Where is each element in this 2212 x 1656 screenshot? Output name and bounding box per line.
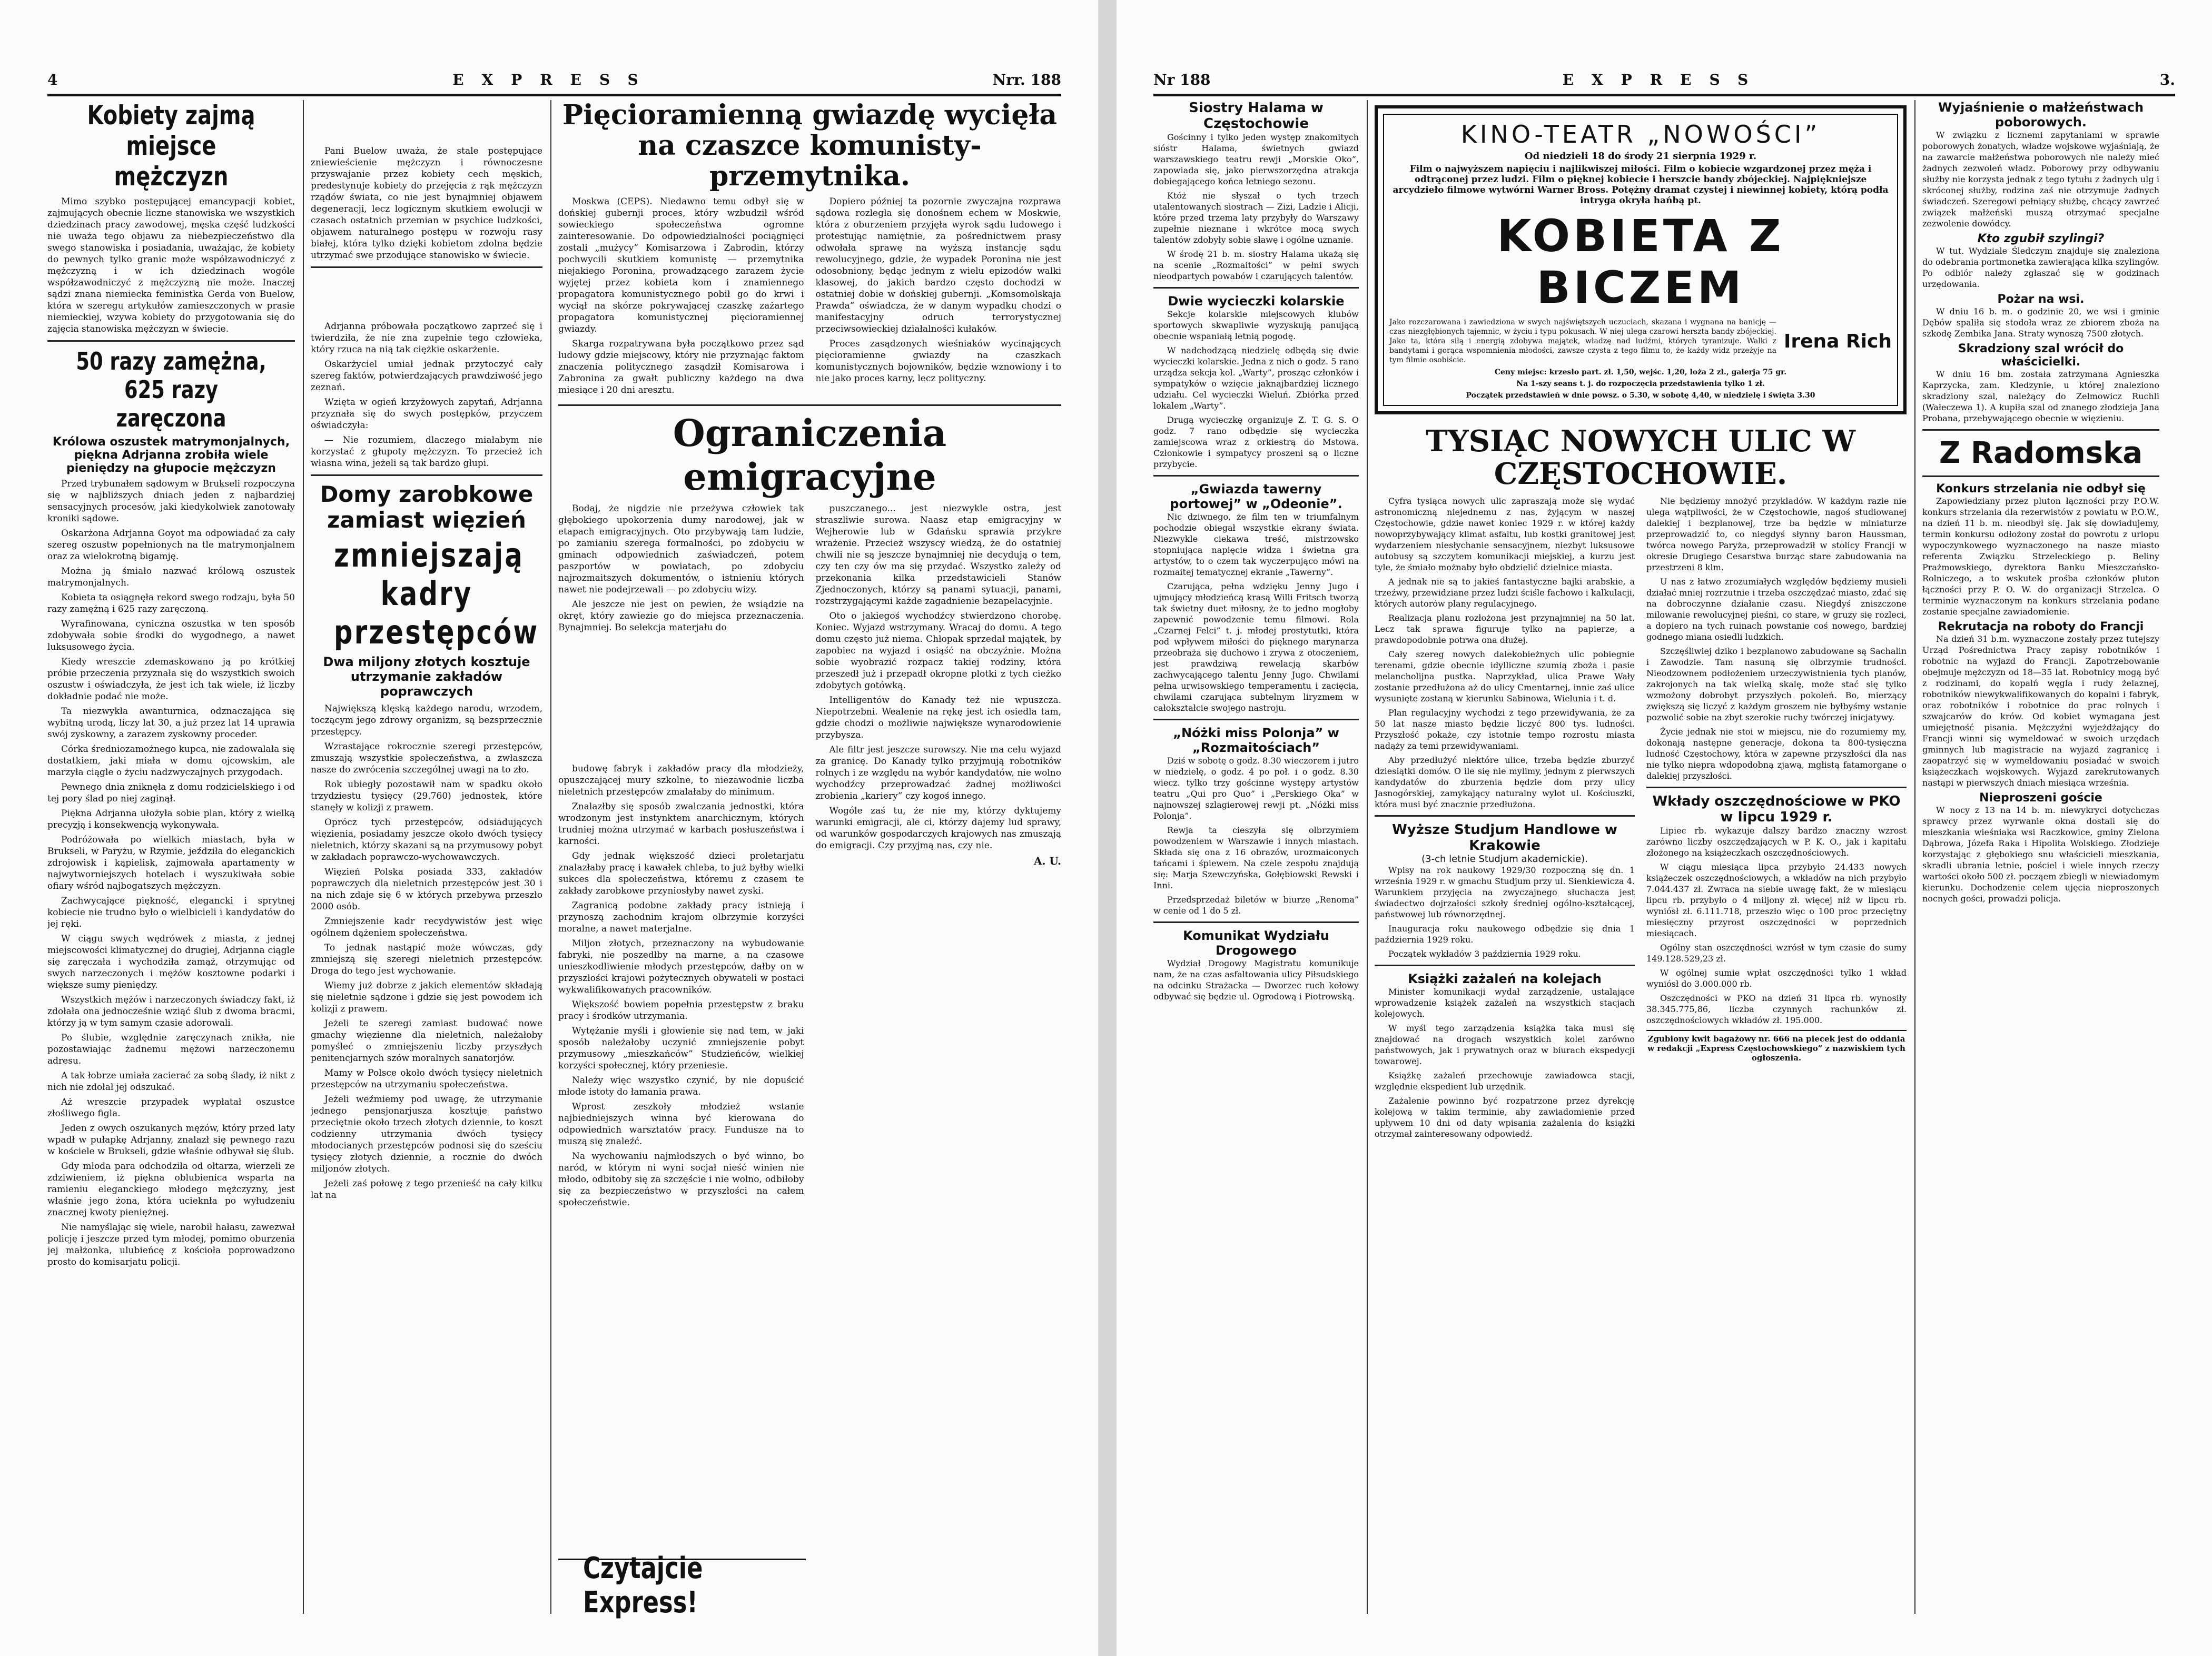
ad-czytajcie-text: Czytajcie Express! bbox=[583, 1551, 703, 1620]
column-divider bbox=[1914, 100, 1915, 1614]
page-gutter bbox=[1098, 0, 1117, 1656]
article-title-zamezna: 50 razy zamężna, 625 razy zaręczona bbox=[76, 347, 266, 432]
right-columns-2-3 bbox=[1375, 100, 1907, 1614]
article-paragraph: Rewja ta cieszyła się olbrzymiem powodzeniem w Warszawie i innych miastach. Składa się ona z 16 obrazów, urozmaiconych tańcami i śpiewem. Na czele zespołu znajdują się: Marja Szewczyńska, Gołębiowski Rewski i Inni. bbox=[1153, 825, 1359, 890]
article-paragraph: Rok ubiegły pozostawił nam w spadku około trzydziestu tysięcy (29.760) jednostek, które stanęły w kolizji z prawem. bbox=[311, 779, 542, 813]
article-paragraph: Życie jednak nie stoi w miejscu, nie do rozumiemy my, dokonają następne generacje, dokona ta 800-tysięczna ludność Częstochowy, która w zapewne przyszłości dla nas nie tylko niepra wdopodobną zjawą, mgłistą fatamorgane o dalekiej przyszłości. bbox=[1646, 727, 1907, 781]
article-paragraph: Pewnego dnia zniknęła z domu rodzicielskiego i od tej pory ślad po niej zaginął. bbox=[47, 782, 295, 804]
divider bbox=[1375, 815, 1635, 817]
article-paragraph: Oskarżona Adrjanna Goyot ma odpowiadać za cały szereg oszustw popełnionych na tle matrymonjalnem oraz za wielokrotną bigamję. bbox=[47, 528, 295, 562]
article-paragraph: Przedsprzedaż biletów w biurze „Renoma” w cenie od 1 do 5 zł. bbox=[1153, 895, 1359, 916]
article-paragraph: Wzięta w ogień krzyżowych zapytań, Adrjanna przyznała się do swych postępków, przyczem oświadczyła: bbox=[311, 397, 542, 431]
right-header-rule bbox=[1153, 94, 2175, 96]
article-paragraph: Po ślubie, względnie zaręczynach znikła, nie pozostawiając żadnemu mężowi narzeczonemu adresu. bbox=[47, 1033, 295, 1066]
article-paragraph: W związku z licznemi zapytaniami w sprawie poborowych żonatych, władze wojskowe wyjaśniają, że na zawarcie małżeństwa poborowych nie należy mieć żadnych zezwoleń władz. Poborowy przy odbywaniu służby nie korzysta jednak z tego tytułu z żadnych ulg i skróconej służby, rodzina zaś nie otrzymuje żadnych świadczeń. Szeregowi pełniący służbę, chcący zawrzeć związek małżeński muszą otrzymać specjalne zezwolenie dowódcy. bbox=[1922, 130, 2159, 229]
divider bbox=[311, 266, 542, 268]
article-paragraph: Szczęśliwiej dziko i bezplanowo zabudowane są Sachalin i Zawodzie. Tam nasuną się olbrzymie trudności. Nieodzownem podłożeniem urzeczywistnienia tych planów, zakrojonych na tak wielką skalę, może stać się tylko wzmożony dobrobyt przyszłych pokoleń. Bo, mierzący zwiększą się liczyć z każdym groszem nie byłbyśmy wstanie pozwolić sobie na zbyt szerokie ruchy twórczej inicjatywy. bbox=[1646, 646, 1907, 722]
left-page-header bbox=[47, 71, 1061, 92]
article-paragraph: Zmniejszenie kadr recydywistów jest więc ogólnem dążeniem społeczeństwa. bbox=[311, 916, 542, 938]
ad-czytajcie bbox=[558, 1551, 806, 1620]
article-paragraph: W dniu 16 b. m. o godzinie 20, we wsi i gminie Dębów spaliła się stodoła wraz ze zbiorem zboża na szkodę Zembika Jana. Straty wynoszą 7500 złotych. bbox=[1922, 306, 2159, 339]
article-subtitle-domy: Dwa miljony złotych kosztuje utrzymanie zakładów poprawczych bbox=[323, 655, 530, 699]
kino-prices: Ceny miejsc: krzesło part. zł. 1,50, wejśc. 1,20, loża 2 zł., galerja 75 gr. bbox=[1494, 368, 1787, 376]
article-paragraph: Dziś w sobotę o godz. 8.30 wieczorem i jutro w niedzielę, o godz. 4 po poł. i o godz. 8.30 wiecz. tylko trzy gościnne występy artystów teatru „Qui pro Quo” i „Perskiego Oka” w najnowszej szlagierowej rewji pt. „Nóżki miss Polonja”. bbox=[1153, 756, 1359, 821]
article-paragraph: Czarująca, pełna wdzięku Jenny Jugo i ujmujący młodzieńcą krasą Willi Fritsch tworzą tak świetny duet miłosny, że to jedno mogłoby zapewnić powodzenie temu filmowi. Rola „Czarnej Felci” t. j. młodej prostytutki, która pod wpływem miłości do pięknego marynarza przeobraża się duchowo i zrywa z otoczeniem, jest prawdziwą rewelacją skarbów zachwycającego talentu Jenny Jugo. Chwilami pełna urwisowskiego temperamentu i zacięcia, chwilami czarująca subtelnym liryzmem w całokształcie swojego nastroju. bbox=[1153, 581, 1359, 713]
column-divider bbox=[1367, 100, 1368, 1614]
right-page-header bbox=[1153, 71, 2175, 92]
left-masthead: EXPRESS bbox=[452, 71, 656, 88]
article-paragraph: Cały szereg nowych dalekobieżnych ulic pobiegnie terenami, gdzie obecnie idylliczne szumią zboża i pasie melancholijna pustka. Naprzykład, ulica Prawe Wały zostanie przedłużona aż do ulicy Cmentarnej, innie zaś ulice wysunięte zostaną w kierunku Sabinowa, Wielunia i t. d. bbox=[1375, 649, 1635, 703]
article-paragraph: Oto o jakiegoś wychodźcy stwierdzono chorobę. Koniec. Wyjazd wstrzymany. Wracaj do domu. A tego domu często już niema. Chłopak sprzedał majątek, by zapobiec na wyjazd i osiąść na obczyźnie. Można sobie wyobrazić rozpacz takiej rodziny, która przeszedł już i przepadł okropne plotki z tych cieżko zdobytych gotówką. bbox=[815, 611, 1061, 691]
section-title-radomska: Z Radomska bbox=[1939, 436, 2143, 470]
article-kicker-domy: Domy zarobkowe zamiast więzień bbox=[320, 481, 534, 533]
article-paragraph: Jeden z owych oszukanych mężów, który przed laty wpadł w pułapkę Adrjanny, znalazł się pewnego razu w kościele w Brukseli, gdzie właśnie odbywał się ślub. bbox=[47, 1123, 295, 1157]
kino-film-title: KOBIETA Z BICZEM bbox=[1497, 210, 1784, 313]
left-issue-number: Nrr. 188 bbox=[992, 71, 1061, 88]
article-paragraph: Wiemy już dobrze z jakich elementów składają się nieletnie sądzone i gdzie się jest powodem ich kolizji z prawem. bbox=[311, 980, 542, 1014]
column-divider bbox=[303, 100, 304, 1614]
article-paragraph: A tak łobrze umiała zacierać za sobą ślady, iż nikt z nich nie zdołał jej odszukać. bbox=[47, 1070, 295, 1093]
article-paragraph: To jednak nastąpić może wówczas, gdy zmniejszą się szeregi nieletnich przestępców. Droga do tego jest wychowanie. bbox=[311, 943, 542, 976]
article-title-domy: zmniejszają kadry przestępców bbox=[334, 536, 539, 651]
article-paragraph: Ale jeszcze nie jest on pewien, że wsiądzie na okręt, który zawiezie go do miejsca przeznaczenia. Bynajmniej. Bo selekcja materjału do bbox=[558, 599, 804, 633]
divider bbox=[311, 474, 542, 476]
article-paragraph: Inauguracja roku naukowego odbędzie się dnia 1 październia 1929 roku. bbox=[1375, 924, 1635, 945]
article-title-gwiazda: Pięcioramienną gwiazdę wycięła na czaszce komunisty-przemytnika. bbox=[562, 100, 1058, 192]
kino-name: KINO-TEATR „NOWOŚCI” bbox=[1460, 120, 1821, 148]
article-paragraph: Największą klęską każdego narodu, wrzodem, toczącym jego zdrowy organizm, są bezsprzecznie przestępcy. bbox=[311, 703, 542, 737]
right-page bbox=[1117, 0, 2212, 1656]
article-paragraph: W nocy z 13 na 14 b. m. niewykryci dotychczas sprawcy przez wyrwanie okna dostali się do mieszkania wieśniaka wsi Raczkowice, gminy Zielona Dąbrowa, Józefa Raka i Hipolita Wolskiego. Złodzieje korzystając z głębokiego snu właścicieli mieszkania, skradli ubrania letnie, pościel i wiele innych rzeczy wartości około 500 zł. począem zbiegli w niewiadomym kierunku. Dochodzenie celem ujęcia nieproszonych nocnych gości, prowadzi policja. bbox=[1922, 805, 2159, 904]
article-paragraph: Wydział Drogowy Magistratu komunikuje nam, że na czas asfaltowania ulicy Piłsudskiego na odcinku Strażacka — Dworzec ruch kołowy odbywać się będzie ul. Ogrodową i Piotrowską. bbox=[1153, 958, 1359, 1001]
article-paragraph: Córka średniozamożnego kupca, nie zadowalała się dostatkiem, jaki miała w domu ojcowskim, ale marzyła ciągle o życiu nadzwyczajnych przygodach. bbox=[47, 744, 295, 778]
article-title-kolarskie: Dwie wycieczki kolarskie bbox=[1168, 294, 1345, 309]
article-paragraph: Wogóle zaś tu, że nie my, którzy dyktujemy warunki emigracji, ale ci, którzy dajemy lud sprawy, od warunków gospodarczych krajowych nas zmuszają do emigracji. Czy przyjmą nas, czy nie. bbox=[815, 806, 1061, 851]
article-paragraph: Jeżeli weźmiemy pod uwagę, że utrzymanie jednego pensjonarjusza kosztuje państwo przeciętnie około trzech złotych dziennie, to koszt codzienny utrzymania dwóch tysięcy młodocianych przestępców podnosi się do sześciu tysięcy złotych dziennie, a rocznie do dwóch miljonów złotych. bbox=[311, 1094, 542, 1174]
divider bbox=[1153, 719, 1359, 720]
right-column-4 bbox=[1922, 100, 2159, 1614]
article-paragraph: Moskwa (CEPS). Niedawno temu odbył się w dońskiej gubernji proces, który wzbudził wśród sowieckiego społeczeństwa ogromne zainteresowanie. Do odpowiedzialności pociągnięci zostali „mużycy” Komisarzowa i Zabrodin, którzy pochwycili skutkiem komunistę — przemytnika niejakiego Poronina, prowadzącego zarazem życie wyjętej przez kobieta kom i znamiennego propagatora komunistycznego pobił go do krwi i wyciął na skórze pokrywającej czaszkę zażartego propagatora komunistycznej pięcioramiennej gwiazdy. bbox=[558, 196, 804, 334]
kino-times: Początek przedstawień w dnie powsz. o 5.30, w sobotę 4,40, w niedzielę i święta 3.30 bbox=[1466, 391, 1815, 400]
article-title-halama: Siostry Halama w Częstochowie bbox=[1189, 100, 1324, 132]
article-title-ksiazki: Książki zażaleń na kolejach bbox=[1408, 971, 1602, 986]
right-masthead: EXPRESS bbox=[1562, 71, 1766, 88]
kino-advertisement-inner bbox=[1383, 114, 1898, 406]
article-paragraph: Któż nie słyszał o tych trzech utalentowanych siostrach — Zizi, Ladzie i Alicji, które przed trzema laty przybyły do Warszawy zupełnie nieznane i wkrótce mocą swych talentów zdobyły sobie sławę i ogólne uznanie. bbox=[1153, 191, 1359, 245]
left-column-2 bbox=[311, 100, 542, 1614]
divider bbox=[1153, 287, 1359, 289]
article-paragraph: Jeżeli te szeregi zamiast budować nowe gmachy więzienne dla nieletnich, należałoby pomyśleć o zmniejszeniu liczby przyszłych penitencjarnych szów moralnych sanatorjów. bbox=[311, 1018, 542, 1064]
article-title-szal: Skradziony szal wrócił do właścicielki. bbox=[1958, 342, 2124, 369]
article-paragraph: Proces zasądzonych wieśniaków wycinających pięcioramienne gwiazdy na czaszkach komunistycznych bojowników, będzie wznowiony i to nie jako proces karny, lecz polityczny. bbox=[815, 339, 1061, 384]
article-paragraph: W środę 21 b. m. siostry Halama ukażą się na scenie „Rozmaitości” w pełni swych nieodpartych powabów i czarujących talentów. bbox=[1153, 249, 1359, 281]
column-divider bbox=[550, 100, 551, 1614]
article-paragraph: Ogólny stan oszczędności wzrósł w tym czasie do sumy 149.128.529,23 zł. bbox=[1646, 943, 1907, 964]
article-paragraph: W nadchodzącą niedzielę odbędą się dwie wycieczki kolarskie. Jedna z nich o godz. 5 rano urządza sekcja kol. „Warty”, prosząc członków i sympatyków o wzięcie jaknajbardziej licznego udziału. Cel wycieczki Wieluń. Zbiórka przed lokalem „Warty”. bbox=[1153, 345, 1359, 411]
article-title-goscie: Nieproszeni goście bbox=[1979, 791, 2102, 805]
kino-advertisement bbox=[1375, 105, 1907, 414]
left-header-rule bbox=[47, 94, 1061, 96]
article-paragraph: Wzrastające rokrocznie szeregi przestępców, zmuszają wszystkie społeczeństwa, a zwłaszcza nasze do zwrócenia szczególnej uwagi na to zło. bbox=[311, 741, 542, 775]
article-paragraph: Adrjanna próbowała początkowo zaprzeć się i twierdziła, że nie zna zupełnie tego człowieka, który rzuca na nią tak ciężkie oskarżenie. bbox=[311, 321, 542, 355]
article-paragraph: budowę fabryk i zakładów pracy dla młodzieży, opuszczającej mury szkolne, to niezawodnie liczba nieletnich przestępców zmalałaby do minimum. bbox=[558, 763, 804, 797]
article-paragraph: Intelligentów do Kanady też nie wpuszcza. Niepotrzebni. Wealenie na rękę jest ich osiedla tam, gdzie chodzi o możliwie największe wynarodowienie przybysza. bbox=[815, 695, 1061, 740]
right-column-1 bbox=[1153, 100, 1359, 1614]
article-paragraph: puszczanego... jest niezwykle ostra, jest straszliwie surowa. Naasz etap emigracyjny w Wejherowie lub w Gdańsku sprawia przykre wrażenie. Przecież wszyscy wiedzą, że do ostatniej chwili nie są jeszcze bynajmniej nie decydują o tem, czy ten czy ów ma się przydać. Wszystko zależy od przekonania kilka przedstawicieli Stanów Zjednoczonych, którzy są panami sytuacji, panami, rozstrzygającymi każde zagadnienie bezapelacyjnie. bbox=[815, 503, 1061, 607]
article-paragraph: Można ją śmiało nazwać królową oszustek matrymonjalnych. bbox=[47, 566, 295, 588]
article-paragraph: U nas z łatwo zrozumiałych względów będziemy musieli działać mniej rozrzutnie i trzeba oszczędzać miasto, zdać się na dobroczynne działanie czasu. Niegdyś zniszczone milowanie rewolucyjnej pieśni, co stare, w gruzy się rozleci, a dopiero na tych ruinach powstanie coś nowego, bardziej godnego miana osiedli ludzkich. bbox=[1646, 577, 1907, 642]
divider bbox=[1375, 965, 1635, 966]
article-paragraph: Zachwycające piękność, elegancki i sprytnej kobiecie nie trudno było o wielbicieli i kandydatów do jej ręki. bbox=[47, 896, 295, 929]
article-title-pozar: Pożar na wsi. bbox=[1997, 293, 2085, 306]
article-paragraph: Wyrafinowana, cyniczna oszustka w ten sposób zdobywała sobie środki do wygodnego, a nawet luksusowego życia. bbox=[47, 619, 295, 652]
article-paragraph: Kiedy wreszcie zdemaskowano ją po krótkiej próbie przeczenia przyznała się do wszystkich swoich oszustw i oświadczyła, że jest ich tak wiele, iż liczby dokładnie podać nie może. bbox=[47, 657, 295, 702]
article-paragraph: Lipiec rb. wykazuje dalszy bardzo znaczny wzrost zarówno liczby oszczędzających w P. K. O., jak i kapitału złożonego na książeczkach oszczędnościowych. bbox=[1646, 826, 1907, 858]
article-paragraph: W dniu 16 bm. została zatrzymana Agnieszka Kaprzycka, zam. Kledzynie, u której znaleziono skradziony szal, należący do Zelmowicz Ruchli (Wałeczewa 1). A kupiła szal od znanego złodzieja Jana Probana, przebywającego obecnie w więzieniu. bbox=[1922, 369, 2159, 423]
left-columns-3-4 bbox=[558, 100, 1061, 1614]
divider bbox=[1153, 921, 1359, 923]
article-paragraph: — Nie rozumiem, dlaczego miałabym nie korzystać z głupoty mężczyzn. To przecież ich własna wina, jeżeli są tak bardzo głupi. bbox=[311, 435, 542, 469]
kino-promo: Film o najwyższem napięciu i najlikwiszej miłości. Film o kobiecie wzgardzonej przez męża i odtrąconej przez ludzi. Film o pięknej kobiecie i herszcie bandy zbójeckiej. Najpiękniejsze arcydzieło filmowe wytwórni Warner Bross. Potężny dramat czystej i niewinnej kobiety, którą podła intryga okryła hańbą pt. bbox=[1393, 164, 1889, 206]
divider bbox=[1922, 429, 2159, 431]
article-paragraph: Nie będziemy mnożyć przykładów. W każdym razie nie ulega wątpliwości, że w Częstochowie, nagoś studiowanej dalekiej i bezplanowej, trze ba będzie w miniaturze przeprowadzić to, co niegdyś słynny baron Haussman, twórca nowego Paryża, przeprowadził w stolicy Francji w okresie Drugiego Cesarstwa burząc stare zabudowania na przestrzeni 8 klm. bbox=[1646, 496, 1907, 572]
article-subtitle-zamezna: Królowa oszustek matrymonjalnych, piękna Adrjanna zrobiła wiele pieniędzy na głupocie mężczyzn bbox=[52, 435, 290, 475]
article-paragraph: Kobieta ta osiągnęła rekord swego rodzaju, była 50 razy zamężną i 625 razy zaręczoną. bbox=[47, 592, 295, 614]
article-paragraph: Należy więc wszystko czynić, by nie dopuścić młode istoty do łamania prawa. bbox=[558, 1075, 804, 1097]
article-paragraph: Piękna Adrjanna ułożyła sobie plan, który z wielką precyzją i konsekwencją wykonywała. bbox=[47, 808, 295, 830]
article-subtitle-studjum: (3-ch letnie Studjum akademickie). bbox=[1421, 854, 1588, 865]
article-title-kobiety: Kobiety zajmą miejsce mężczyzn bbox=[87, 100, 255, 192]
article-paragraph: Mamy w Polsce około dwóch tysięcy nieletnich przestępców na utrzymaniu społeczeństwa. bbox=[311, 1068, 542, 1090]
article-paragraph: Ale filtr jest jeszcze surowszy. Nie ma celu wyjazd za granicę. Do Kanady tylko przyjmują robotników rolnych i ze względu na wybór kandydatów, nie wolno wychodźcy przeprowadzać żadnej możliwości zrobienia „kariery” czy kogoś innego. bbox=[815, 745, 1061, 801]
article-paragraph: Gdy młoda para odchodziła od ołtarza, wierzeli ze zdziwieniem, iż piękna oblubienica wsparta na ramieniu eleganckiego młodego mężczyzny, jest właśnie jego żona, która ucieknła po wyłudzeniu znacznej kwoty pieniężnej. bbox=[47, 1161, 295, 1218]
article-paragraph: Bodaj, że nigdzie nie przeżywa człowiek tak głębokiego upokorzenia dumy narodowej, jak w etapach emigracyjnych. Oto przybywają tam ludzie, po zamianiu szerega formalności, po zdobyciu w gminach odpowiednich zaświadczeń, potem paszportów w powiatach, po zdobyciu najrozmaitszych dokumentów, o istnieniu których nawet nie podejrzewali — po zdobyciu wizy. bbox=[558, 503, 804, 595]
article-paragraph: Początek wykładów 3 październia 1929 roku. bbox=[1388, 949, 1581, 959]
article-paragraph: Znalazłby się sposób zwalczania jednostki, która wrodzonym jest instynktem anarchicznym, których trudniej można utrzymać w karbach posłuszeństwa i karności. bbox=[558, 801, 804, 847]
right-page-number: 3. bbox=[2159, 71, 2175, 88]
article-paragraph: Aby przedłużyć niektóre ulice, trzeba będzie zburzyć dziesiątki domów. O ile się nie mylimy, jednym z pierwszych kandydatów do zburzenia będzie dom przy ulicy Jasnogórskiej, zamykający naturalny wylot ul. Kościuszki, która musi być znacznie przedłużona. bbox=[1375, 755, 1635, 809]
left-page-number: 4 bbox=[47, 71, 58, 88]
article-paragraph: Podróżowała po wielkich miastach, była w Brukseli, w Paryżu, w Rzymie, jeździła do eleganckich zdrojowisk i kąpielisk, zajmowała apartamenty w najwytworniejszych hotelach i wyszukiwała sobie ofiary wśród najbogatszych mężczyzn. bbox=[47, 835, 295, 891]
article-paragraph: Dopiero później ta pozornie zwyczajna rozprawa sądowa rozległa się donośnem echem w Moskwie, która z oburzeniem przyjęła wyrok sądu ludowego i protestując namiętnie, za pośrednictwem prasy odwołała sprawę na wyższą instancję sądu rewolucyjnego, gdzie, że wypadek Poronina nie jest odosobniony, będąc jednym z wielu epizodów walki klasowej, do jakich bardzo często dochodzi w ostatniej dobie w dońskiej gubernji. „Komsomolskaja Prawda” oświadcza, że w danym wypadku chodzi o manifestacyjny odruch terrorystycznej przeciwsowieckiej działalności kułaków. bbox=[815, 196, 1061, 334]
article-paragraph: Cyfra tysiąca nowych ulic zapraszają może się wydać astronomiczną niejednemu z nas, żyjącym w naszej Częstochowie, gdzie nawet koniec 1929 r. w której każdy nowoprzybywający klimat asfaltu, lub kostki granitowej jest wydarzeniem niesłychanie sensacyjnem, niezbyt luksusowe autobusy są szczytem komunikacji miejskiej, a kurzu jest tyle, że śmiało możnaby było obdzielić dzielnice miasta. bbox=[1375, 496, 1635, 572]
article-title-studjum: Wyższe Studjum Handlowe w Krakowie bbox=[1392, 822, 1617, 854]
article-paragraph: Aż wreszcie przypadek wypłatał oszustce złośliwego figla. bbox=[47, 1097, 295, 1119]
article-paragraph: Książkę zażaleń przechowuje zawiadowca stacji, względnie ekspedient lub urzędnik. bbox=[1375, 1070, 1635, 1092]
article-paragraph: Oprócz tych przestępców, odsiadujących więzienia, posiadamy jeszcze około dwóch tysięcy nieletnich, którzy skazani są na przymusowy pobyt w zakładach poprawczo-wychowawczych. bbox=[311, 817, 542, 862]
article-paragraph: Zażalenie powinno być rozpatrzone przez dyrekcję kolejową w takim terminie, aby zawiadomienie przed upływem 10 dni od daty wpisania zażalenia do książki otrzymał zainteresowany odpowiedź. bbox=[1375, 1096, 1635, 1139]
article-title-komunikat: Komunikat Wydziału Drogowego bbox=[1183, 928, 1329, 958]
article-paragraph: Na wychowaniu najmłodszych o być winno, bo naród, w którym ni wyni socjał nieść winien nie młodo, odbitoby się za szczęście i nie wolno, odbiłoby się za bezpieczeństwo w przyszłości na całem społeczeństwie. bbox=[558, 1151, 804, 1208]
article-paragraph: W tut. Wydziale Śledczym znajduje się znaleziona do odebrania portmonetka zawierająca kilka szylingów. Po odbiór należy zgłaszać się w godzinach urzędowania. bbox=[1922, 246, 2159, 289]
article-paragraph: Zapowiedziany przez pluton łączności przy P.O.W. konkurs strzelania dla rezerwistów z powiatu w P.O.W., na dzień 11 b. m. nieodbył się. Jak się dowiadujemy, termin konkursu odłożony został do powrotu z urlopu wypoczynkowego wyznaczonego na nasze miasto referenta Związku Strzeleckiego p. Beliny Prażmowskiego, dyrektora Banku Mieszczańsko-Rolniczego, a to wskutek prośba członków pluton łączności przy P. O. W. do organizacji Strzelca. O terminie wyznaczonym na konkurs strzelania podane zostanie specjalne zawiadomienie. bbox=[1922, 496, 2159, 617]
article-title-rekrutacja: Rekrutacja na roboty do Francji bbox=[1938, 620, 2144, 633]
article-paragraph: Na dzień 31 b.m. wyznaczone zostały przez tutejszy Urząd Pośrednictwa Pracy zapisy robotników i robotnic na wyjazd do Francji. Zapotrzebowanie obejmuje mężczyzn od 18—35 lat. Robotnicy mogą być z rodzinami, do kopalń węgla i rudy żelaznej, robotników niewykwalifikowanych do kopalni i fabryk, oraz robotników i robotnice do prac rolnych i szwajcarów do krów. Od kobiet wymagana jest umiejętność pisania. Mężczyźni wyjeżdżający do Francji winni się wymeldować w swoich urzędach gminnych lub magistracie na wyjazd zagranicę i zaopatrzyć się w wymeldowaniu posiadać w swoich książeczkach wojskowych. Wyjazd zarekrutowanych nastąpi w pierwszych dniach miesiąca września. bbox=[1922, 634, 2159, 788]
article-paragraph: Mimo szybko postępującej emancypacji kobiet, zajmujących obecnie liczne stanowiska we wszystkich dziedzinach pracy zawodowej, męska część ludzkości nie uważa tego objawu za niebezpieczeństwo dla swego stanowiska i posiadania, uważając, że kobiety do pewnych tylko granic może współzawodniczyć z mężczyzną i w ich dziedzinach wogóle współzawodniczyć z mężczyzną nie może. Inaczej sądzi znana niemiecka feministka Gerda von Buelow, która w szeregu artykułów zamieszczonych w prasie niemieckiej, wzywa kobiety do przygotowania się do zajęcia stanowiska mężczyzn w świecie. bbox=[47, 196, 295, 334]
article-signature: A. U. bbox=[1033, 855, 1061, 867]
article-paragraph: Większość bowiem popełnia przestępstw z braku pracy i środków utrzymania. bbox=[558, 999, 804, 1022]
article-paragraph: Przed trybunałem sądowym w Brukseli rozpoczyna się w najbliższych dniach jeden z najbardziej sensacyjnych procesów, jaki kiedykolwiek zanotowały kroniki sądowe. bbox=[47, 479, 295, 524]
article-paragraph: Nie namyślając się wiele, narobił hałasu, zawezwał policję i jeszcze przed tym młodej, pomimo oburzenia jej małżonka, ulubieńcę z kościoła poprowadzono prosto do komisarjatu policji. bbox=[47, 1222, 295, 1267]
article-title-konkurs: Konkurs strzelania nie odbył się bbox=[1936, 482, 2146, 495]
article-title-nozki: „Nóżki miss Polonja” w „Rozmaitościach” bbox=[1173, 726, 1339, 755]
article-paragraph: W ciągu swych wędrówek z miasta, z jednej miejscowości klimatycznej do drugiej, Adrjanna ciągle się zaręczała i wychodziła zamąż, otrzymując od swych narzeczonych i mężów kosztowne podarki i większe sumy pieniędzy. bbox=[47, 934, 295, 990]
kino-seats: Na 1-szy seans t. j. do rozpoczęcia przedstawienia tylko 1 zł. bbox=[1516, 380, 1765, 388]
article-paragraph: W myśl tego zarządzenia książka taka musi się znajdować na drogach wszystkich kolei zarówno państwowych, jak i prywatnych oraz w biurach ekspedycji towarowej. bbox=[1375, 1023, 1635, 1066]
article-paragraph: Gdy jednak większość dzieci proletarjatu znalazłaby pracę i kawałek chleba, to już byłby wielki sukces dla społeczeństwa, któremu z czasem te zakłady zarobkowe przyniosłyby nawet zyski. bbox=[558, 851, 804, 896]
article-paragraph: Jeżeli zaś połowę z tego przenieść na cały kilku lat na bbox=[311, 1178, 542, 1201]
article-paragraph: Plan regulacyjny wychodzi z tego przewidywania, że za 50 lat nasze miasto będzie liczyć 800 tys. ludności. Przyszłość pokaże, czy istotnie tempo rozrostu miasta nadąży za temi przewidywaniami. bbox=[1375, 708, 1635, 751]
article-paragraph: Wszystkich mężów i narzeczonych świadczy fakt, iż zdołała ona jednocześnie wziąć ślub z dwoma bracmi, którzy ją w tym samym czasie adorowali. bbox=[47, 995, 295, 1028]
article-title-emigracyjne: Ograniczenia emigracyjne bbox=[673, 411, 947, 499]
article-paragraph: W ogólnej sumie wpłat oszczędności tylko 1 wkład wyniósł do 3.000.000 rb. bbox=[1646, 968, 1907, 989]
lost-luggage-notice: Zgubiony kwit bagażowy nr. 666 na piecek jest do oddania w redakcji „Express Częstochowskiego” z nazwiskiem tych ogłoszenia. bbox=[1646, 1030, 1907, 1063]
article-paragraph: Pani Buelow uważa, że stale postępujące zniewieścienie mężczyzn i równoczesne przyswajanie przez kobiety cech męskich, predestynuje kobiety do przejęcia z rąk mężczyzn rządów świata, co nie jest bynajmniej objawem degeneracji, lecz logicznym skutkiem ewolucji w czasach ostatnich przemian w psychice ludzkości, objawem naturalnego postępu w rozwoju rasy białej, która tylko dzięki kobietom zdolna będzie utrzymać swe przodujące stanowisko w świecie. bbox=[311, 146, 542, 261]
divider bbox=[558, 404, 1061, 406]
article-paragraph: Skarga rozpatrywana była początkowo przez sąd ludowy gdzie miejscowy, który nie przyznając faktom znaczenia politycznego zasądził Komisarowa i Zabronina za gwałt publiczny każdego na dwa miesiące i 20 dni aresztu. bbox=[558, 339, 804, 395]
article-paragraph: Realizacja planu rozłożona jest przynajmniej na 50 lat. Lecz tak sprawa figuruje tylko na papierze, a prawdopodobnie potrwa ona dłużej. bbox=[1375, 613, 1635, 645]
article-paragraph: Więzień Polska posiada 333, zakładów poprawczych dla nieletnich przestępców jest 30 i na nich zdaje się 6 w których przebywa przeszło 2000 osób. bbox=[311, 867, 542, 912]
article-title-szylingi: Kto zgubił szylingi? bbox=[1977, 232, 2105, 245]
article-title-ulice: TYSIĄC NOWYCH ULIC W CZĘSTOCHOWIE. bbox=[1426, 424, 1855, 491]
divider bbox=[1646, 787, 1907, 788]
article-title-tawerny: „Gwiazda tawerny portowej” w „Odeonie”. bbox=[1170, 482, 1342, 511]
article-paragraph: Gościnny i tylko jeden występ znakomitych sióstr Halama, świetnych gwiazd warszawskiego teatru rewji „Morskie Oko”, zapowiada się, jako pierwszorzędna atrakcja dobiegającego końca letniego sezonu. bbox=[1153, 132, 1359, 186]
article-paragraph: Drugą wycieczkę organizuje Z. T. G. S. O godz. 7 rano odbędzie się wycieczka zamiejscowa wraz z orkiestrą do Mstowa. Członkowie i sympatycy proszeni są o liczne przybycie. bbox=[1153, 415, 1359, 469]
article-paragraph: W ciągu miesiąca lipca przybyło 24.433 nowych książeczek oszczędnościowych, a wkładów na nich przybyło 7.044.437 zł. Zwraca na siebie uwagę fakt, że w miesiącu lipcu rb. przybyło o 4 miljony zł. więcej niż w lipcu rb. wyniósł zł. 6.111.718, przeszło więc o 100 proc przeciętny miesięczny przyrost oszczędności w poprzednich miesiącach. bbox=[1646, 862, 1907, 938]
article-paragraph: Wpisy na rok naukowy 1929/30 rozpoczną się dn. 1 września 1929 r. w gmachu Studjum przy ul. Sienkiewicza 4. Warunkiem przyjęcia na zwyczajnego słuchacza jest świadectwo dojrzałości szkoły średniej ogólno-kształcącej, państwowej lub równorzędnej. bbox=[1375, 865, 1635, 919]
divider bbox=[1153, 475, 1359, 477]
right-issue-number: Nr 188 bbox=[1153, 71, 1211, 88]
article-paragraph: A jednak nie są to jakieś fantastyczne bajki arabskie, a trzeźwy, przewidziane przez ludzi ściśle fachowo i kalkulacji, których autorów plany regulacyjnego. bbox=[1375, 577, 1635, 609]
left-page bbox=[0, 0, 1098, 1656]
article-paragraph: Wytężanie myśli i głowienie się nad tem, w jaki sposób należałoby uczynić zmniejszenie pobyt przymusowy „mieszkańców” Studzieńców, wielkiej korzyści społecznej, który przeniesie. bbox=[558, 1026, 804, 1071]
article-title-wyjasnienie: Wyjaśnienie o małżeństwach poborowych. bbox=[1938, 100, 2144, 130]
article-paragraph: Oszczędności w PKO na dzień 31 lipca rb. wynosiły 38.345.775,86, liczba czynnych rachunków zł. oszczędnościowych wkładów zł. 195.000. bbox=[1646, 993, 1907, 1025]
article-paragraph: Ta niezwykła awanturnica, odznaczająca się wybitną urodą, liczy lat 30, a już przez lat 14 uprawia swój zyskowny, a zarazem zyskowny proceder. bbox=[47, 706, 295, 740]
divider bbox=[47, 340, 295, 342]
kino-description: Jako rozczarowana i zawiedziona w swych najświętszych uczuciach, skazana i wygnana na banicję — czas niezgłębionych tajemnic, w życiu i typu pokusach. W niej ulega czarowi herszta bandy zbójeckiej. Jako ta, która siłą i energią zdobywa majątek, władzę nad ludźmi, których tyranizuje. Walki z bandytami i gorąca wspomnienia młodości, zawsze czysta z tego filmu to, że każdy widz przeżyje na tym filmie osobiście. bbox=[1389, 318, 1776, 364]
article-paragraph: Minister komunikacji wydał zarządzenie, ustalające wprowadzenie książek zażaleń na wszystkich stacjach kolejowych. bbox=[1375, 987, 1635, 1019]
article-paragraph: Nic dziwnego, że film ten w triumfalnym pochodzie obiegał wszystkie ekrany świata. Niezwykle ciekawa treść, mistrzowsko stopniująca napięcie widza i świetna gra artystów, to o czem tak wyczerpująco mówi na rozmaitej tematycznej ekranie „Tawerny”. bbox=[1153, 512, 1359, 577]
kino-dates: Od niedzieli 18 do środy 21 sierpnia 1929 r. bbox=[1524, 151, 1757, 162]
divider bbox=[1922, 475, 2159, 477]
article-title-pko: Wkłady oszczędnościowe w PKO w lipcu 1929 r. bbox=[1652, 794, 1901, 825]
kino-star: Irena Rich bbox=[1783, 330, 1892, 352]
left-column-1 bbox=[47, 100, 295, 1614]
article-paragraph: Wprost zeszkoły młodzież wstanie najbiedniejszych winna być kierowana do odpowiednich warsztatów pracy. Fundusze na to muszą się znaleźć. bbox=[558, 1102, 804, 1147]
article-paragraph: Zagranicą podobne zakłady pracy istnieją i przynoszą zachodnim krajom olbrzymie korzyści moralne, a nawet materjalne. bbox=[558, 900, 804, 934]
article-paragraph: Sekcje kolarskie miejscowych klubów sportowych skwapliwie wyzyskują panującą obecnie wspaniałą letnią pogodę. bbox=[1153, 309, 1359, 341]
article-paragraph: Miljon złotych, przeznaczony na wybudowanie fabryki, nie poszedłby na marne, a na czasowe unieszkodliwienie młodych przestępców, dałby on w przyszłości krajowi pożytecznych obywateli w postaci wykwalifikowanych pracowników. bbox=[558, 938, 804, 995]
article-paragraph: Oskarżyciel umiał jednak przytoczyć cały szereg faktów, potwierdzających prawdziwość jego zeznań. bbox=[311, 359, 542, 393]
